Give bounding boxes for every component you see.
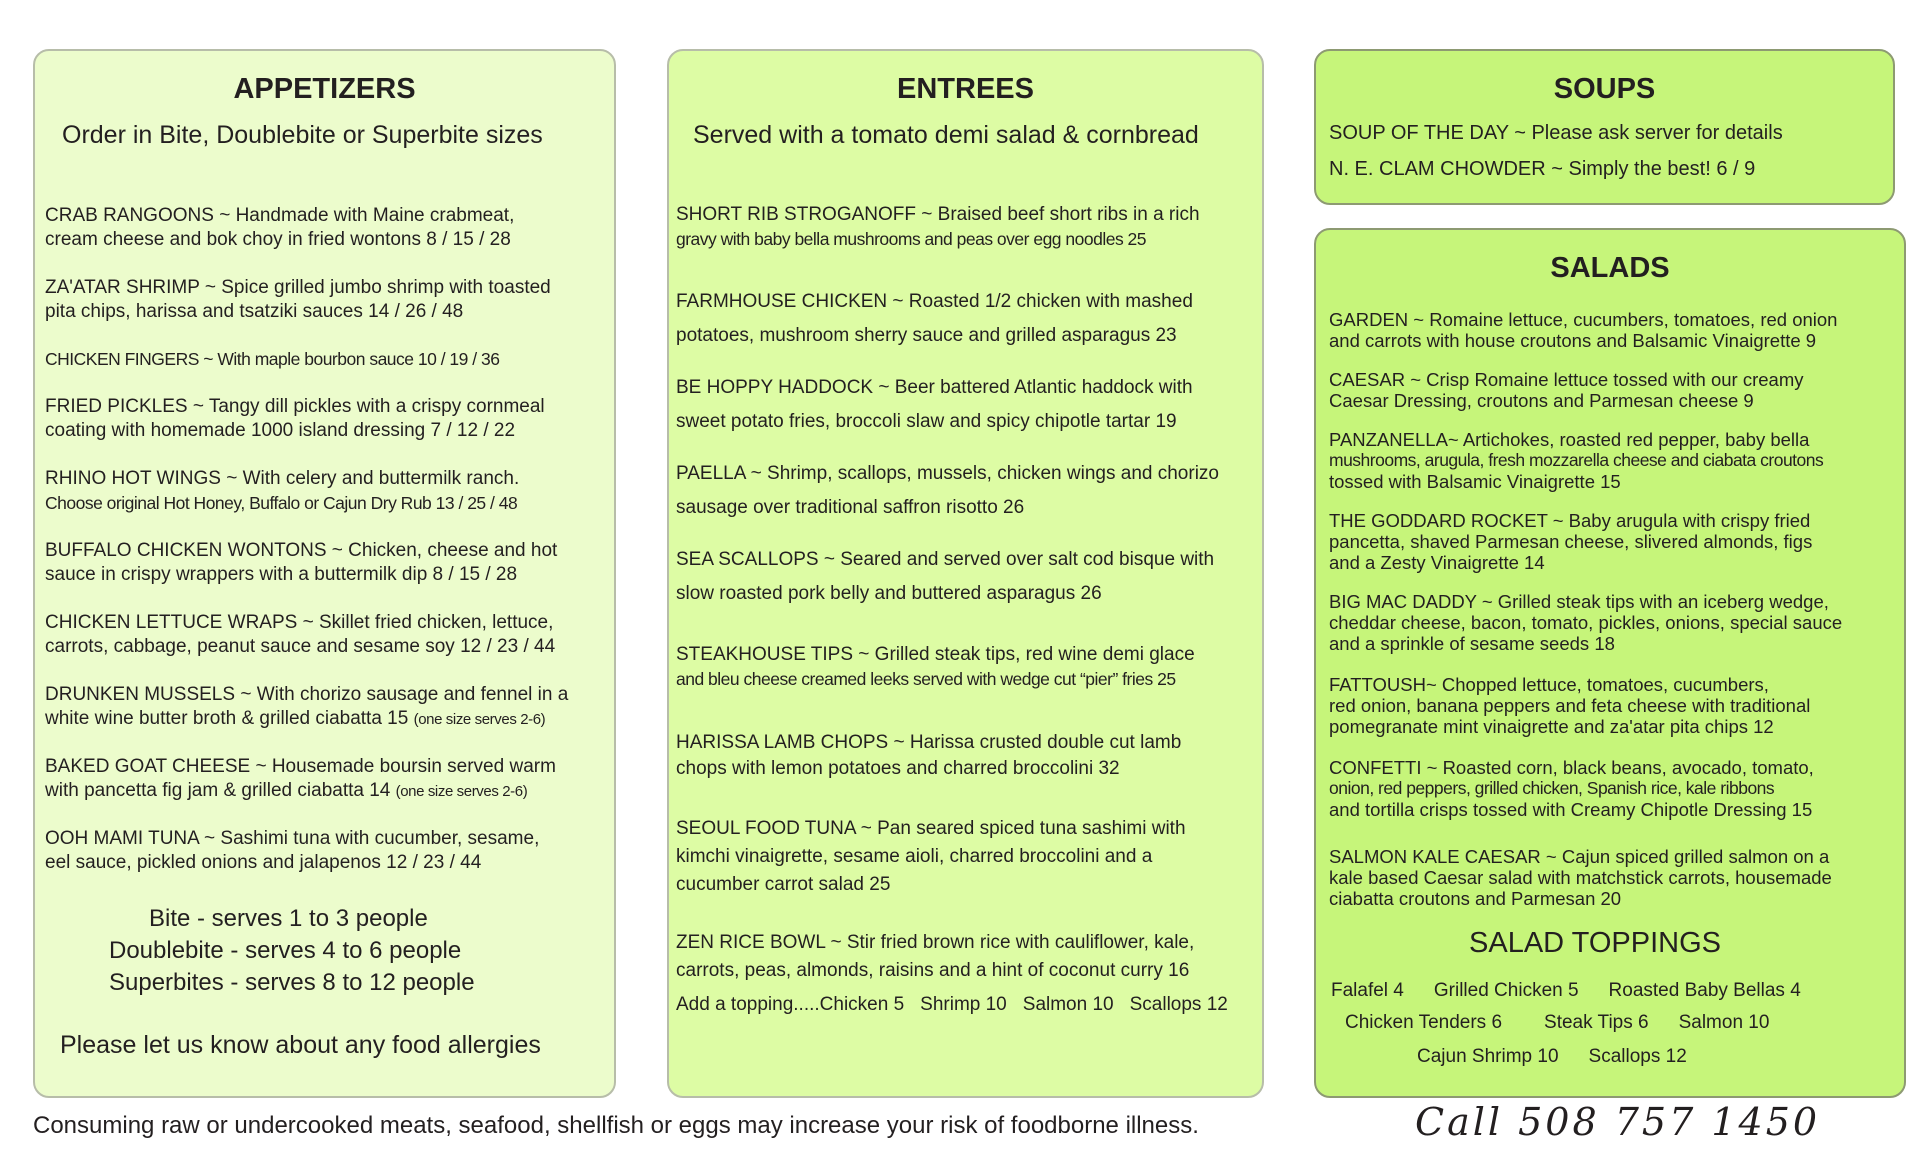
appetizer-item: RHINO HOT WINGS ~ With celery and buttermilk ranch. Choose original Hot Honey, Buffalo or Cajun Dry Rub 13 / 25 / 48 [45,468,520,513]
appetizers-title: APPETIZERS [233,73,416,105]
phone-number: Call 508 757 1450 [1415,1100,1821,1144]
salad-item: SALMON KALE CAESAR ~ Cajun spiced grilled salmon on a kale based Caesar salad with matchstick carrots, housemade ciabatta croutons and Parmesan 20 [1329,846,1832,909]
entrees-panel [667,49,1264,1098]
appetizer-item: ZA'ATAR SHRIMP ~ Spice grilled jumbo shrimp with toasted pita chips, harissa and tsatziki sauces 14 / 26 / 48 [45,277,551,322]
appetizer-item: DRUNKEN MUSSELS ~ With chorizo sausage and fennel in a white wine butter broth & grilled ciabatta 15 (one size serves 2-6) [45,684,569,729]
appetizer-item: BUFFALO CHICKEN WONTONS ~ Chicken, cheese and hot sauce in crispy wrappers with a buttermilk dip 8 / 15 / 28 [45,540,558,585]
toppings-row: Falafel 4 Grilled Chicken 5 Roasted Baby Bellas 4 [1331,980,1801,1001]
salad-item: PANZANELLA~ Artichokes, roasted red pepper, baby bella mushrooms, arugula, fresh mozzarella cheese and ciabata croutons tossed with Balsamic Vinaigrette 15 [1329,429,1824,492]
salad-item: CONFETTI ~ Roasted corn, black beans, avocado, tomato, onion, red peppers, grilled chicken, Spanish rice, kale ribbons and tortilla crisps tossed with Creamy Chipotle Dressing 15 [1329,757,1814,820]
soup-item: SOUP OF THE DAY ~ Please ask server for details [1329,122,1783,144]
salad-item: GARDEN ~ Romaine lettuce, cucumbers, tomatoes, red onion and carrots with house croutons and Balsamic Vinaigrette 9 [1329,309,1838,351]
appetizers-subtitle: Order in Bite, Doublebite or Superbite sizes [62,121,543,149]
entrees-title: ENTREES [897,73,1034,105]
appetizer-item: FRIED PICKLES ~ Tangy dill pickles with a crispy cornmeal coating with homemade 1000 island dressing 7 / 12 / 22 [45,396,545,441]
entree-item: BE HOPPY HADDOCK ~ Beer battered Atlantic haddock with sweet potato fries, broccoli slaw and spicy chipotle tartar 19 [676,377,1193,432]
appetizer-item: CHICKEN LETTUCE WRAPS ~ Skillet fried chicken, lettuce, carrots, cabbage, peanut sauce and sesame soy 12 / 23 / 44 [45,612,556,657]
appetizer-item: BAKED GOAT CHEESE ~ Housemade boursin served warm with pancetta fig jam & grilled ciabatta 14 (one size serves 2-6) [45,756,556,801]
food-safety-warning: Consuming raw or undercooked meats, seafood, shellfish or eggs may increase your risk of foodborne illness. [33,1112,1199,1139]
salad-item: FATTOUSH~ Chopped lettuce, tomatoes, cucumbers, red onion, banana peppers and feta cheese with traditional pomegranate mint vinaigrette and za'atar pita chips 12 [1329,674,1811,737]
add-topping-line: Add a topping.....Chicken 5 Shrimp 10 Salmon 10 Scallops 12 [676,994,1228,1015]
salads-title: SALADS [1550,252,1670,284]
entree-item: PAELLA ~ Shrimp, scallops, mussels, chicken wings and chorizo sausage over traditional saffron risotto 26 [676,463,1219,518]
entree-item: HARISSA LAMB CHOPS ~ Harissa crusted double cut lamb chops with lemon potatoes and charred broccolini 32 [676,732,1182,779]
salad-item: THE GODDARD ROCKET ~ Baby arugula with crispy fried pancetta, shaved Parmesan cheese, slivered almonds, figs and a Zesty Vinaigrette 14 [1329,510,1813,573]
size-guide: Bite - serves 1 to 3 people Doublebite - serves 4 to 6 people Superbites - serves 8 to 12 people [109,905,475,996]
salad-toppings-title: SALAD TOPPINGS [1469,927,1721,959]
allergy-notice: Please let us know about any food allergies [60,1031,541,1059]
appetizers-panel [33,49,616,1098]
entree-item: SHORT RIB STROGANOFF ~ Braised beef short ribs in a rich gravy with baby bella mushrooms and peas over egg noodles 25 [676,204,1200,249]
salad-item: BIG MAC DADDY ~ Grilled steak tips with an iceberg wedge, cheddar cheese, bacon, tomato, pickles, onions, special sauce and a sprinkle of sesame seeds 18 [1329,591,1843,654]
appetizer-item: CRAB RANGOONS ~ Handmade with Maine crabmeat, cream cheese and bok choy in fried wontons 8 / 15 / 28 [45,205,515,250]
entree-item: FARMHOUSE CHICKEN ~ Roasted 1/2 chicken with mashed potatoes, mushroom sherry sauce and grilled asparagus 23 [676,291,1193,346]
entree-item: SEOUL FOOD TUNA ~ Pan seared spiced tuna sashimi with kimchi vinaigrette, sesame aioli, charred broccolini and a cucumber carrot salad 25 [676,818,1186,895]
toppings-row: Cajun Shrimp 10 Scallops 12 [1417,1046,1687,1067]
salads-panel [1314,228,1906,1098]
toppings-row: Chicken Tenders 6 Steak Tips 6 Salmon 10 [1345,1012,1770,1033]
appetizer-item: OOH MAMI TUNA ~ Sashimi tuna with cucumber, sesame, eel sauce, pickled onions and jalapenos 12 / 23 / 44 [45,828,540,873]
salad-item: CAESAR ~ Crisp Romaine lettuce tossed with our creamy Caesar Dressing, croutons and Parmesan cheese 9 [1329,369,1804,411]
soup-item: N. E. CLAM CHOWDER ~ Simply the best! 6 / 9 [1329,158,1756,180]
entree-item: SEA SCALLOPS ~ Seared and served over salt cod bisque with slow roasted pork belly and buttered asparagus 26 [676,549,1215,604]
soups-title: SOUPS [1553,73,1656,105]
soups-panel [1314,49,1895,205]
entree-item: STEAKHOUSE TIPS ~ Grilled steak tips, red wine demi glace and bleu cheese creamed leeks served with wedge cut “pier” fries 25 [676,644,1195,689]
appetizer-item: CHICKEN FINGERS ~ With maple bourbon sauce 10 / 19 / 36 [45,349,500,369]
entree-item: ZEN RICE BOWL ~ Stir fried brown rice with cauliflower, kale, carrots, peas, almonds, raisins and a hint of coconut curry 16 [676,932,1195,981]
entrees-subtitle: Served with a tomato demi salad & cornbread [693,121,1199,149]
